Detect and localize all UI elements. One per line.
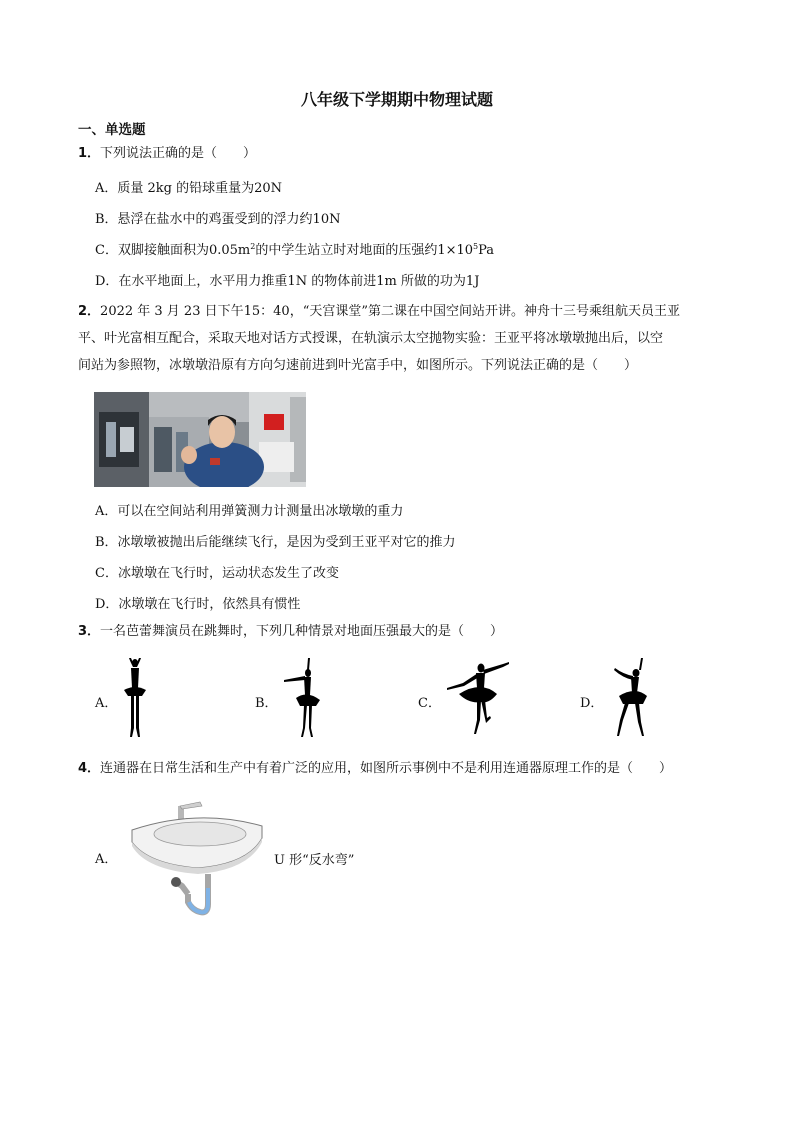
sink-u-trap-icon <box>128 798 268 924</box>
question-2-line-1 <box>78 298 743 325</box>
question-4-number: 4． <box>78 761 101 776</box>
ballerina-b-icon <box>280 658 328 744</box>
section-heading: 一、单选题 <box>78 122 146 138</box>
q2-option-d: D．冰墩墩在飞行时，依然具有惯性 <box>95 597 301 612</box>
q4-option-a-caption: U 形“反水弯” <box>274 853 355 868</box>
q1-option-c <box>95 239 494 258</box>
q2-option-b: B．冰墩墩被抛出后能继续飞行，是因为受到王亚平对它的推力 <box>95 535 456 550</box>
q2-option-c: C．冰墩墩在飞行时，运动状态发生了改变 <box>95 566 339 581</box>
question-4 <box>78 759 672 779</box>
q1-option-c-exponent: 5 <box>473 242 479 251</box>
question-1-stem: 下列说法正确的是（ ） <box>100 146 257 161</box>
question-1-number: 1． <box>78 146 101 161</box>
q3-option-b-label: B． <box>255 696 278 711</box>
question-2-line-2: 平、叶光富相互配合，采取天地对话方式授课，在轨演示太空抛物实验：王亚平将冰墩墩抛出后，以空 <box>78 331 664 346</box>
q3-option-d-label: D． <box>580 696 604 711</box>
q1-option-c-superscript: 2 <box>250 242 256 251</box>
question-1 <box>78 144 256 164</box>
ballerina-c-icon <box>443 658 511 744</box>
page-title: 八年级下学期期中物理试题 <box>300 90 493 109</box>
question-2-number: 2． <box>78 304 101 319</box>
q1-option-a: A．质量 2kg 的铅球重量为20N <box>95 181 283 196</box>
question-3-stem: 一名芭蕾舞演员在跳舞时，下列几种情景对地面压强最大的是（ ） <box>100 624 504 639</box>
question-2-text-1: 2022 年 3 月 23 日下午15：40，“天宫课堂”第二课在中国空间站开讲。神舟十三号乘组航天员王亚 <box>100 304 680 319</box>
question-4-stem: 连通器在日常生活和生产中有着广泛的应用，如图所示事例中不是利用连通器原理工作的是（ ） <box>100 761 673 776</box>
ballerina-d-icon <box>605 658 651 744</box>
q1-option-c-text-mid: 的中学生站立时对地面的压强约1×10 <box>255 243 474 258</box>
q2-option-a: A．可以在空间站利用弹簧测力计测量出冰墩墩的重力 <box>95 504 404 519</box>
question-3-number: 3． <box>78 624 101 639</box>
q1-option-c-unit: Pa <box>478 243 495 258</box>
q1-option-b: B．悬浮在盐水中的鸡蛋受到的浮力约10N <box>95 212 341 227</box>
question-2-line-3: 间站为参照物，冰墩墩沿原有方向匀速前进到叶光富手中，如图所示。下列说法正确的是（ ） <box>78 358 638 373</box>
question-2 <box>78 298 743 379</box>
q1-option-d: D．在水平地面上，水平用力推重1N 的物体前进1m 所做的功为1J <box>95 274 480 289</box>
q1-option-c-text: C．双脚接触面积为0.05m <box>95 243 251 258</box>
q4-option-a-label: A． <box>95 852 118 867</box>
question-3 <box>78 622 503 642</box>
ballerina-a-icon <box>118 658 152 744</box>
q3-option-a-label: A． <box>95 696 118 711</box>
space-station-photo <box>94 392 306 487</box>
q3-option-c-label: C． <box>418 696 441 711</box>
